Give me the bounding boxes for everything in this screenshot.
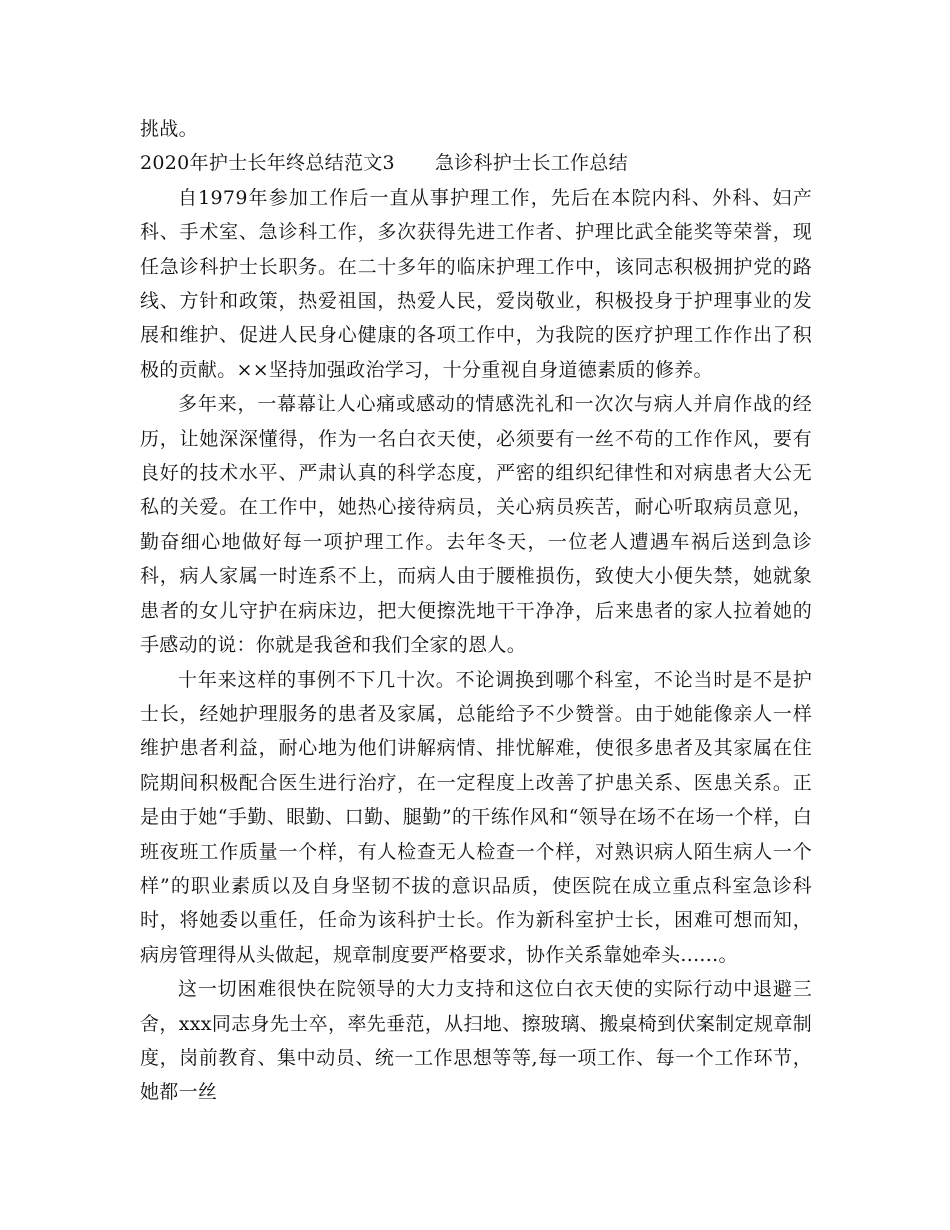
paragraph-4: 这一切困难很快在院领导的大力支持和这位白衣天使的实际行动中退避三舍，xxx同志身先士卒，率先垂范，从扫地、擦玻璃、搬桌椅到伏案制定规章制度，岗前教育、集中动员、统一工作思想等等,每一项工作、每一个工作环节，她都一丝 [140, 978, 812, 1104]
heading-sub: 急诊科护士长工作总结 [434, 152, 628, 175]
lead-fragment: 挑战。 [140, 118, 198, 140]
document-body [140, 112, 812, 1110]
heading-main: 2020年护士长年终总结范文3 [140, 152, 395, 175]
paragraph-1: 自1979年参加工作后一直从事护理工作，先后在本院内科、外科、妇产科、手术室、急诊科工作，多次获得先进工作者、护理比武全能奖等荣誉，现任急诊科护士长职务。在二十多年的临床护理工作中，该同志积极拥护党的路线、方针和政策，热爱祖国，热爱人民，爱岗敬业，积极投身于护理事业的发展和维护、促进人民身心健康的各项工作中，为我院的医疗护理工作作出了积极的贡献。××坚持加强政治学习，十分重视自身道德素质的修养。 [140, 186, 812, 381]
section-heading [140, 146, 812, 180]
paragraph-3: 十年来这样的事例不下几十次。不论调换到哪个科室，不论当时是不是护士长，经她护理服务的患者及家属，总能给予不少赞誉。由于她能像亲人一样维护患者利益，耐心地为他们讲解病情、排忧解难，使很多患者及其家属在住院期间积极配合医生进行治疗，在一定程度上改善了护患关系、医患关系。正是由于她“手勤、眼勤、口勤、腿勤”的干练作风和“领导在场不在场一个样，白班夜班工作质量一个样，有人检查无人检查一个样，对熟识病人陌生病人一个样”的职业素质以及自身坚韧不拔的意识品质，使医院在成立重点科室急诊科时，将她委以重任，任命为该科护士长。作为新科室护士长，困难可想而知，病房管理得从头做起，规章制度要严格要求，协作关系靠她牵头......。 [140, 668, 812, 966]
paragraph-2: 多年来，一幕幕让人心痛或感动的情感洗礼和一次次与病人并肩作战的经历，让她深深懂得，作为一名白衣天使，必须要有一丝不苟的工作作风，要有良好的技术水平、严肃认真的科学态度，严密的组织纪律性和对病患者大公无私的关爱。在工作中，她热心接待病员，关心病员疾苦，耐心听取病员意见，勤奋细心地做好每一项护理工作。去年冬天，一位老人遭遇车祸后送到急诊科，病人家属一时连系不上，而病人由于腰椎损伤，致使大小便失禁，她就象患者的女儿守护在病床边，把大便擦洗地干干净净，后来患者的家人拉着她的手感动的说：你就是我爸和我们全家的恩人。 [140, 393, 812, 657]
